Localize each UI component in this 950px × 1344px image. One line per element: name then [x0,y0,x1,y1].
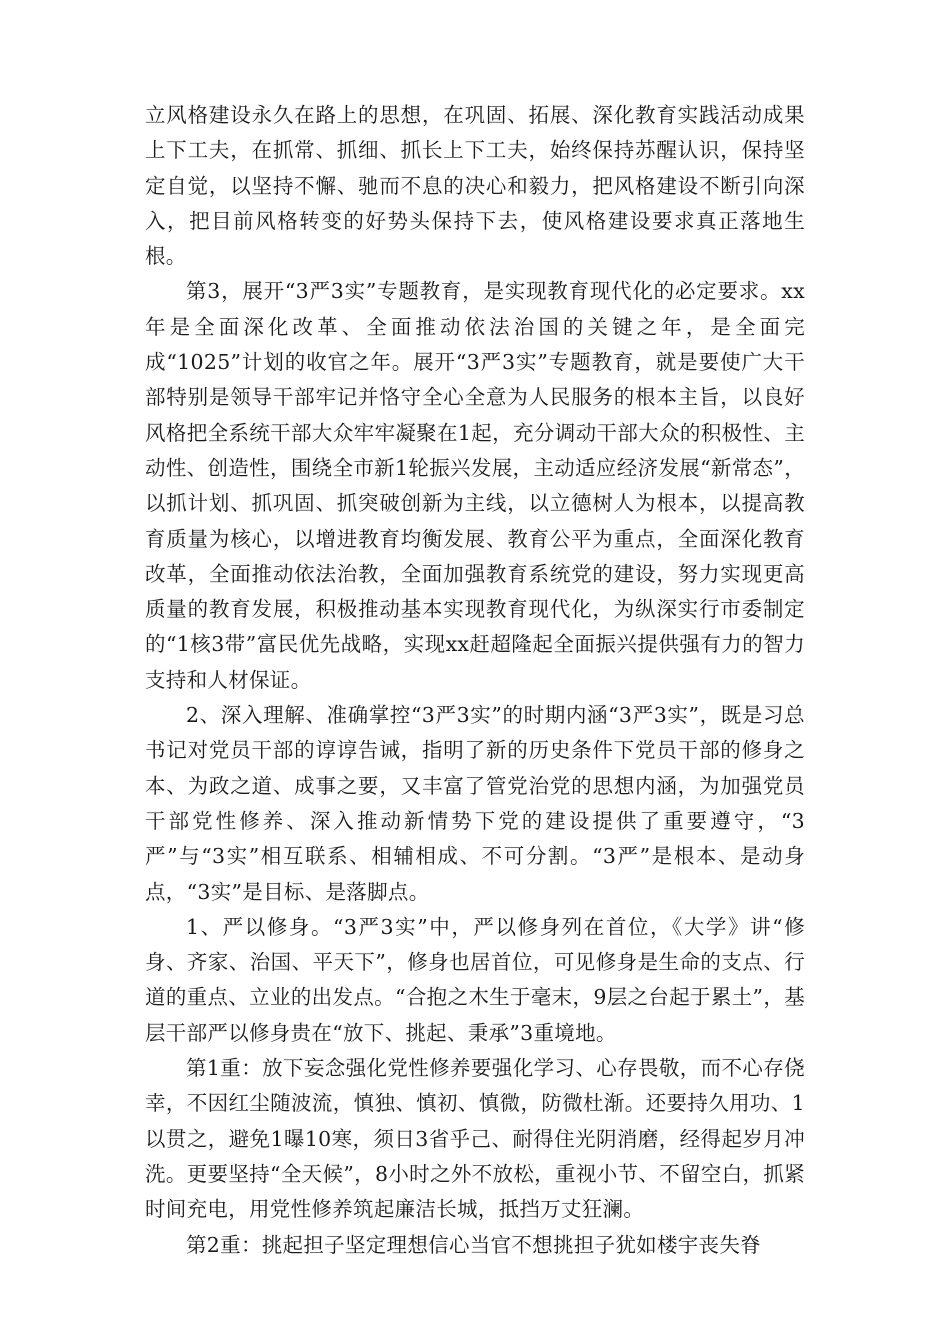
paragraph-4: 1、严以修身。“3严3实”中，严以修身列在首位，《大学》讲“修身、齐家、治国、平天下”，修身也居首位，可见修身是生命的支点、行道的重点、立业的出发点。“合抱之木生于毫末，9层之台起于累土”，基层干部严以修身贵在“放下、挑起、秉承”3重境地。 [145,914,805,1045]
paragraph-5: 第1重：放下妄念强化党性修养要强化学习、心存畏敬，而不心存侥幸，不因红尘随波流，慎独、慎初、慎微，防微杜渐。还要持久用功、1以贯之，避免1曝10寒，须日3省乎己、耐得住光阴消磨，经得起岁月冲洗。更要坚持“全天候”，8小时之外不放松，重视小节、不留空白，抓紧时间充电，用党性修养筑起廉洁长城，抵挡万丈狂澜。 [145,1056,805,1222]
paragraph-1: 立风格建设永久在路上的思想，在巩固、拓展、深化教育实践活动成果上下工夫，在抓常、抓细、抓长上下工夫，始终保持苏醒认识，保持坚定自觉，以坚持不懈、驰而不息的决心和毅力，把风格建设不断引向深入，把目前风格转变的好势头保持下去，使风格建设要求真正落地生根。 [145,103,805,269]
paragraph-2: 第3，展开“3严3实”专题教育，是实现教育现代化的必定要求。xx年是全面深化改革、全面推动依法治国的关键之年，是全面完成“1025”计划的收官之年。展开“3严3实”专题教育，就是要使广大干部特别是领导干部牢记并恪守全心全意为人民服务的根本主旨，以良好风格把全系统干部大众牢牢凝聚在1起，充分调动干部大众的积极性、主动性、创造性，围绕全市新1轮振兴发展，主动适应经济发展“新常态”，以抓计划、抓巩固、抓突破创新为主线，以立德树人为根本，以提高教育质量为核心，以增进教育均衡发展、教育公平为重点，全面深化教育改革，全面推动依法治教，全面加强教育系统党的建设，努力实现更高质量的教育发展，积极推动基本实现教育现代化，为纵深实行市委制定的“1核3带”富民优先战略，实现xx赶超隆起全面振兴提供强有力的智力支持和人材保证。 [145,279,805,692]
paragraph-6: 第2重：挑起担子坚定理想信心当官不想挑担子犹如楼宇丧失脊 [186,1232,761,1257]
paragraph-3: 2、深入理解、准确掌控“3严3实”的时期内涵“3严3实”，既是习总书记对党员干部的谆谆告诫，指明了新的历史条件下党员干部的修身之本、为政之道、成事之要，又丰富了管党治党的思想内涵，为加强党员干部党性修养、深入推动新情势下党的建设提供了重要遵守，“3严”与“3实”相互联系、相辅相成、不可分割。“3严”是根本、是动身点，“3实”是目标、是落脚点。 [145,703,805,904]
document-body [145,98,805,1263]
